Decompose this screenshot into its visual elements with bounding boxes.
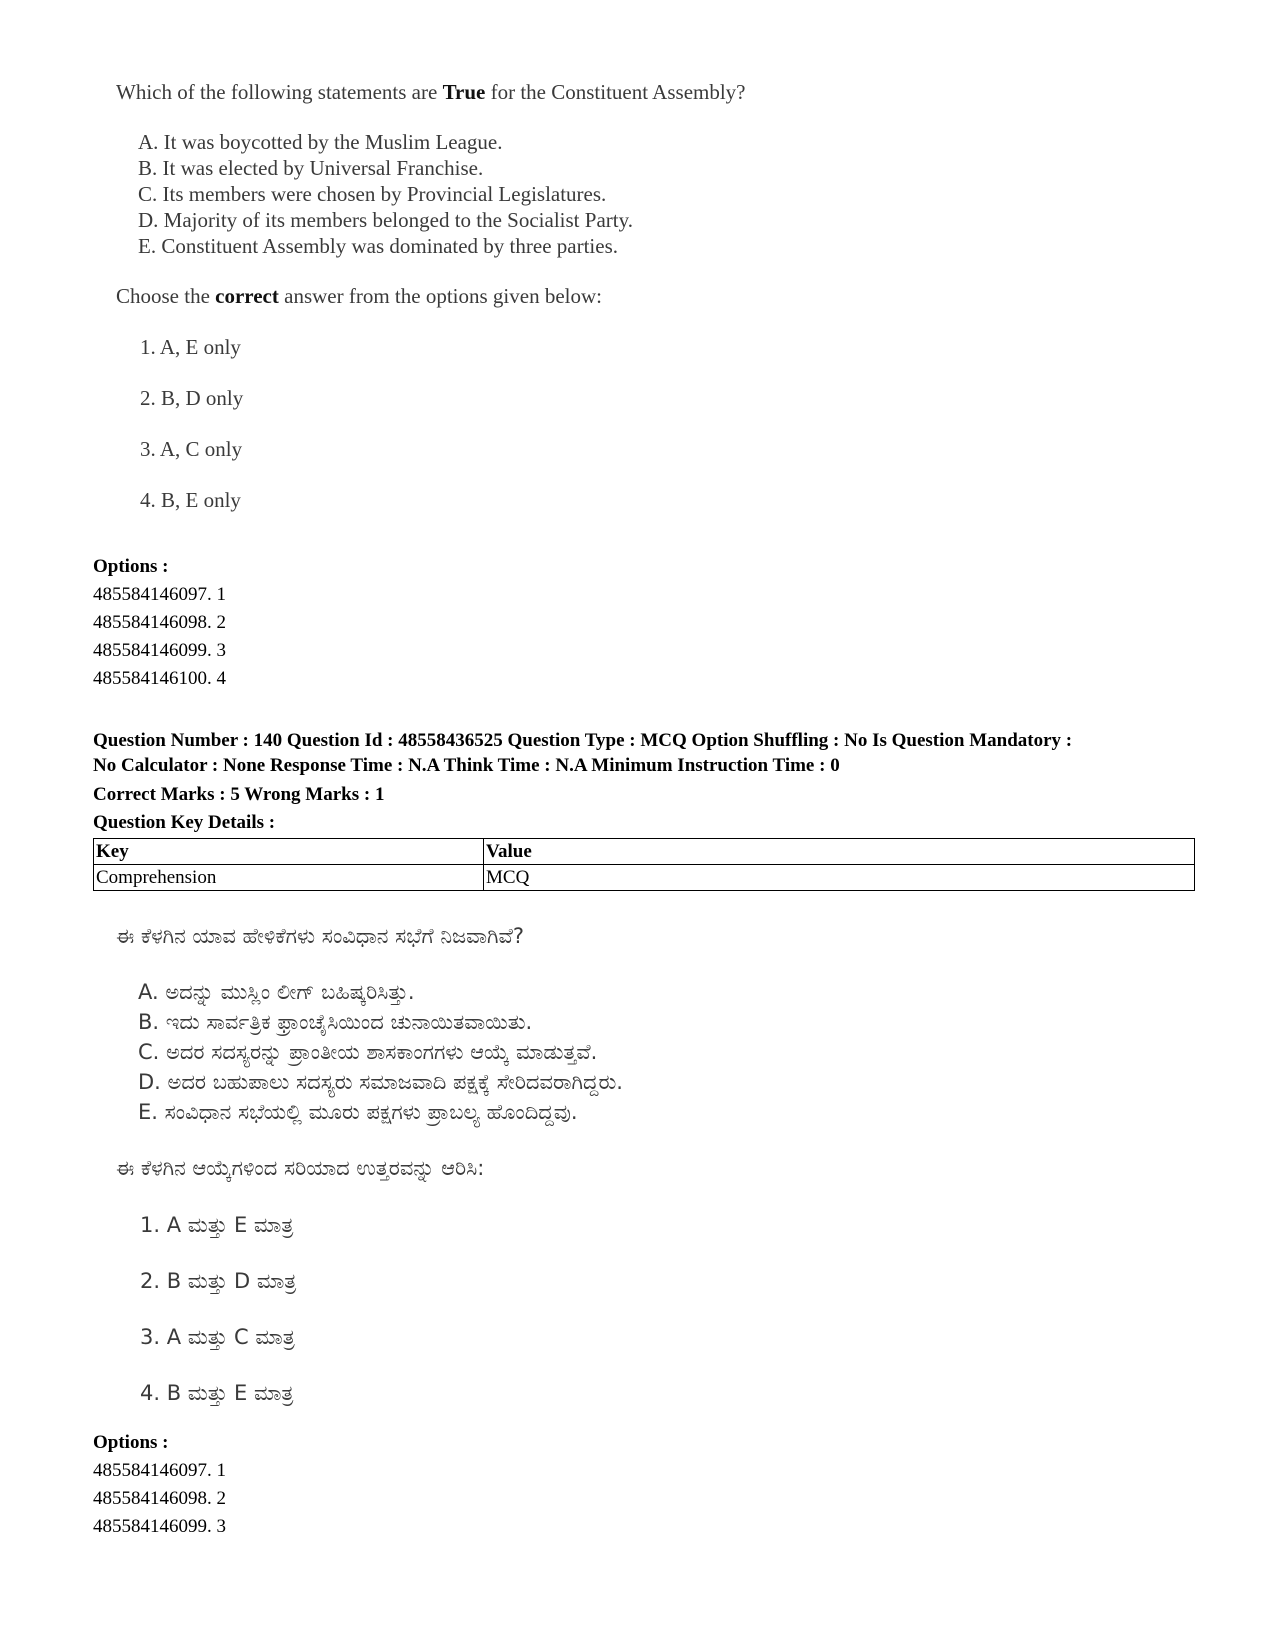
kn-answer-1: 1. A ಮತ್ತು E ಮಾತ್ರ (140, 1213, 294, 1237)
options-list (93, 1429, 226, 1541)
table-header-value: Value (484, 839, 1195, 865)
option-item: 485584146099. 3 (93, 640, 226, 661)
option-item: 485584146100. 4 (93, 668, 226, 689)
kn-answer-4: 4. B ಮತ್ತು E ಮಾತ್ರ (140, 1381, 294, 1405)
question-stem: Which of the following statements are True for the Constituent Assembly? (116, 80, 746, 104)
options-header: Options : (93, 1432, 169, 1453)
statement-d: D. Majority of its members belonged to the Socialist Party. (138, 208, 633, 232)
choose-instruction: Choose the correct answer from the options given below: (116, 284, 602, 308)
statement-b: B. It was elected by Universal Franchise. (138, 156, 484, 180)
meta-line-1: Question Number : 140 Question Id : 48558436525 Question Type : MCQ Option Shuffling : No Is Question Mandatory : (93, 730, 1073, 751)
statement-e: E. Constituent Assembly was dominated by three parties. (138, 234, 619, 258)
table-cell-value: MCQ (484, 865, 1195, 891)
kn-statement-d: D. ಅದರ ಬಹುಪಾಲು ಸದಸ್ಯರು ಸಮಾಜವಾದಿ ಪಕ್ಷಕ್ಕೆ ಸೇರಿದವರಾಗಿದ್ದರು. (138, 1070, 623, 1094)
kn-choose-instruction: ಈ ಕೆಳಗಿನ ಆಯ್ಕೆಗಳಿಂದ ಸರಿಯಾದ ಉತ್ತರವನ್ನು ಆರಿಸಿ: (116, 1156, 485, 1180)
table-cell-key: Comprehension (94, 865, 484, 891)
key-details-label: Question Key Details : (93, 812, 276, 833)
meta-line-2: No Calculator : None Response Time : N.A Think Time : N.A Minimum Instruction Time : 0 (93, 755, 840, 776)
answer-3: 3. A, C only (140, 437, 243, 461)
option-item: 485584146098. 2 (93, 612, 226, 633)
option-item: 485584146097. 1 (93, 1460, 226, 1481)
kn-statement-a: A. ಅದನ್ನು ಮುಸ್ಲಿಂ ಲೀಗ್ ಬಹಿಷ್ಕರಿಸಿತ್ತು. (138, 980, 415, 1004)
option-item: 485584146097. 1 (93, 584, 226, 605)
options-list (93, 553, 226, 693)
answer-1: 1. A, E only (140, 335, 241, 359)
kn-question-stem: ಈ ಕೆಳಗಿನ ಯಾವ ಹೇಳಿಕೆಗಳು ಸಂವಿಧಾನ ಸಭೆಗೆ ನಿಜವಾಗಿವೆ? (116, 924, 524, 948)
kn-statement-b: B. ಇದು ಸಾರ್ವತ್ರಿಕ ಫ್ರಾಂಚೈಸಿಯಿಂದ ಚುನಾಯಿತವಾಯಿತು. (138, 1010, 533, 1034)
options-header: Options : (93, 556, 169, 577)
statement-c: C. Its members were chosen by Provincial Legislatures. (138, 182, 607, 206)
kn-answer-3: 3. A ಮತ್ತು C ಮಾತ್ರ (140, 1325, 295, 1349)
kn-statement-e: E. ಸಂವಿಧಾನ ಸಭೆಯಲ್ಲಿ ಮೂರು ಪಕ್ಷಗಳು ಪ್ರಾಬಲ್ಯ ಹೊಂದಿದ್ದವು. (138, 1100, 578, 1124)
statement-a: A. It was boycotted by the Muslim League. (138, 130, 503, 154)
table-row (94, 865, 1195, 891)
key-details-table (93, 838, 1195, 891)
option-item: 485584146099. 3 (93, 1516, 226, 1537)
question-meta (93, 728, 1072, 778)
kn-answer-2: 2. B ಮತ್ತು D ಮಾತ್ರ (140, 1269, 297, 1293)
table-header-key: Key (94, 839, 484, 865)
answer-2: 2. B, D only (140, 386, 244, 410)
answer-4: 4. B, E only (140, 488, 241, 512)
option-item: 485584146098. 2 (93, 1488, 226, 1509)
kn-statement-c: C. ಅದರ ಸದಸ್ಯರನ್ನು ಪ್ರಾಂತೀಯ ಶಾಸಕಾಂಗಗಳು ಆಯ್ಕೆ ಮಾಡುತ್ತವೆ. (138, 1040, 598, 1064)
marks-line: Correct Marks : 5 Wrong Marks : 1 (93, 784, 385, 805)
table-header-row (94, 839, 1195, 865)
